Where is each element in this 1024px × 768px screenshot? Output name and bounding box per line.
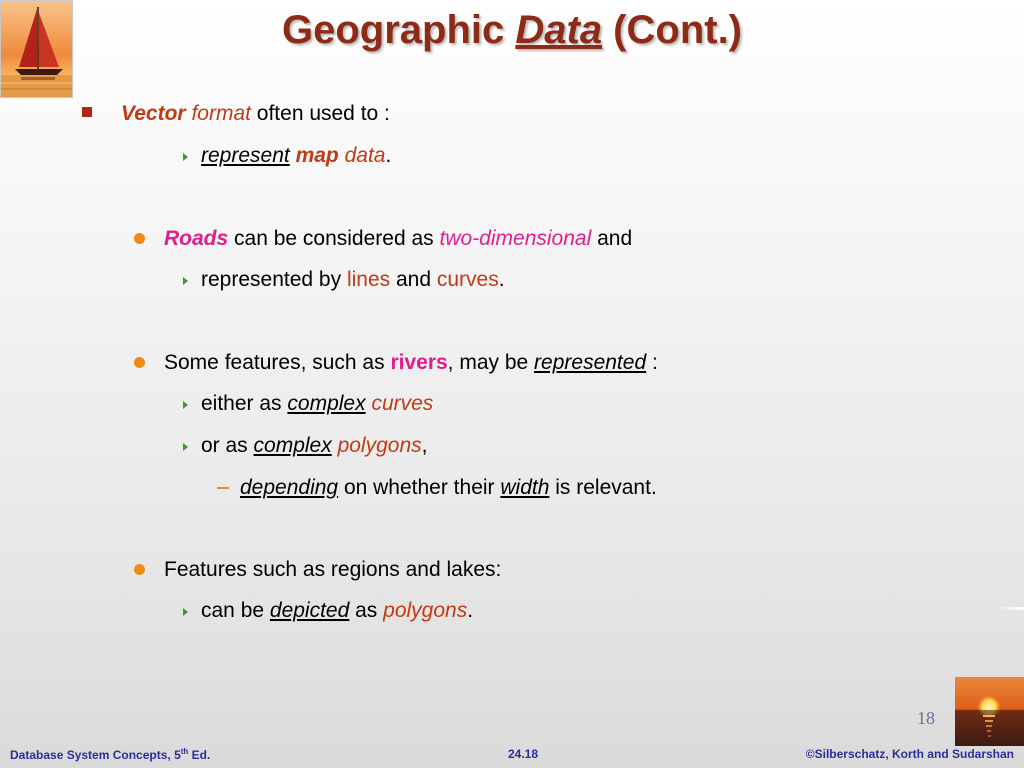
footer-edition: Ed. bbox=[188, 748, 211, 762]
bullet-text: and bbox=[390, 268, 437, 291]
bullet-text: . bbox=[467, 599, 474, 622]
term-map: map bbox=[295, 144, 339, 167]
arrow-bullet-icon bbox=[183, 608, 188, 616]
decorative-glint bbox=[996, 607, 1024, 610]
arrow-bullet-icon bbox=[183, 277, 188, 285]
term-rivers: rivers bbox=[390, 351, 448, 374]
bullet-text: Some features, such as bbox=[164, 351, 391, 374]
term-format: format bbox=[191, 102, 251, 125]
sub-bullet-depicted-polygons bbox=[201, 600, 473, 621]
bullet-text: , may be bbox=[447, 351, 535, 374]
footer-right: ©Silberschatz, Korth and Sudarshan bbox=[805, 747, 1014, 761]
term-data: data bbox=[344, 144, 386, 167]
term-vector: Vector bbox=[121, 102, 186, 125]
term-curves: curves bbox=[436, 268, 499, 291]
sub-sub-bullet-width bbox=[240, 477, 657, 498]
term-polygons: polygons bbox=[337, 434, 422, 457]
term-roads: Roads bbox=[164, 227, 229, 250]
bullet-text: as bbox=[349, 599, 384, 622]
term-polygons: polygons bbox=[383, 599, 468, 622]
sunset-logo-image bbox=[955, 677, 1024, 746]
term-represented: represented bbox=[534, 351, 647, 374]
term-curves: curves bbox=[371, 392, 434, 415]
bullet-vector-format bbox=[121, 103, 390, 124]
sub-bullet-represent-map-data bbox=[201, 145, 391, 166]
bullet-text: . bbox=[498, 268, 505, 291]
footer-superscript: th bbox=[180, 747, 189, 756]
term-complex: complex bbox=[253, 434, 332, 457]
bullet-text: . bbox=[385, 144, 392, 167]
footer-center: 24.18 bbox=[508, 747, 539, 761]
sub-bullet-lines-curves bbox=[201, 269, 505, 290]
bullet-text: represented by bbox=[201, 268, 347, 291]
dot-bullet-icon bbox=[134, 357, 145, 368]
bullet-text: Features such as regions and lakes: bbox=[164, 558, 502, 581]
bullet-text: is relevant. bbox=[549, 476, 657, 499]
title-prefix: Geographic bbox=[281, 8, 516, 52]
dot-bullet-icon bbox=[134, 233, 145, 244]
bullet-regions-lakes bbox=[164, 559, 501, 580]
title-suffix: (Cont.) bbox=[602, 8, 743, 52]
term-represent: represent bbox=[201, 144, 290, 167]
bullet-text: often used to : bbox=[250, 102, 390, 125]
dash-bullet-icon bbox=[217, 487, 229, 489]
bullet-text: can be bbox=[201, 599, 270, 622]
bullet-text: or as bbox=[201, 434, 254, 457]
bullet-rivers bbox=[164, 352, 658, 373]
footer-book-title: Database System Concepts, 5 bbox=[10, 748, 181, 762]
bullet-text: can be considered as bbox=[228, 227, 440, 250]
bullet-text: on whether their bbox=[338, 476, 501, 499]
bullet-text: either as bbox=[201, 392, 288, 415]
bullet-roads bbox=[164, 228, 632, 249]
bullet-text: , bbox=[421, 434, 428, 457]
term-depending: depending bbox=[240, 476, 339, 499]
arrow-bullet-icon bbox=[183, 443, 188, 451]
dot-bullet-icon bbox=[134, 564, 145, 575]
footer-left bbox=[10, 747, 210, 762]
sub-bullet-complex-curves bbox=[201, 393, 433, 414]
bullet-text: and bbox=[591, 227, 633, 250]
term-depicted: depicted bbox=[269, 599, 350, 622]
term-complex: complex bbox=[287, 392, 366, 415]
bullet-text: : bbox=[646, 351, 658, 374]
arrow-bullet-icon bbox=[183, 153, 188, 161]
square-bullet-icon bbox=[82, 107, 92, 117]
title-highlight: Data bbox=[515, 8, 603, 52]
term-two-dimensional: two-dimensional bbox=[439, 227, 592, 250]
page-number: 18 bbox=[917, 708, 935, 728]
arrow-bullet-icon bbox=[183, 401, 188, 409]
slide-title bbox=[0, 8, 1024, 53]
term-lines: lines bbox=[346, 268, 391, 291]
sub-bullet-complex-polygons bbox=[201, 435, 427, 456]
term-width: width bbox=[500, 476, 550, 499]
